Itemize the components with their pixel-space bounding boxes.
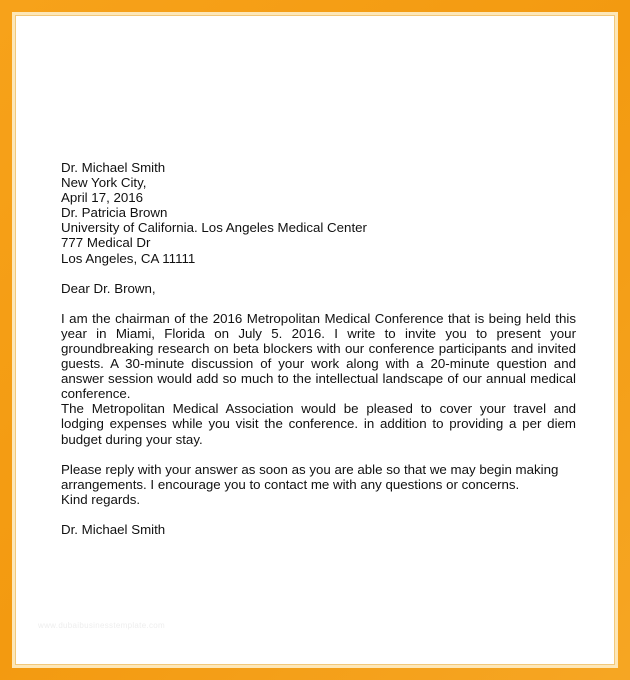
salutation: Dear Dr. Brown, xyxy=(61,280,156,296)
sender-city: New York City, xyxy=(61,175,147,191)
spacer xyxy=(61,296,576,311)
letter-date: April 17, 2016 xyxy=(61,190,144,206)
spacer xyxy=(61,447,576,462)
recipient-organization: University of California. Los Angeles Medical Center xyxy=(61,220,367,236)
recipient-name: Dr. Patricia Brown xyxy=(61,205,168,221)
letter-body xyxy=(61,160,576,537)
paragraph-expenses: The Metropolitan Medical Association would be pleased to cover your travel and lodging expenses while you visit the conference. in addition to providing a per diem budget during your stay. xyxy=(61,401,576,447)
spacer xyxy=(61,266,576,281)
paragraph-invitation: I am the chairman of the 2016 Metropolitan Medical Conference that is being held this year in Miami, Florida on July 5. 2016. I write to invite you to present your groundbreaking research on beta blockers with our conference participants and invited guests. A 30-minute discussion of your work along with a 20-minute question and answer session would add so much to the intellectual landscape of our annual medical conference. xyxy=(61,310,576,402)
letter-paper xyxy=(15,15,615,665)
paragraph-reply: Please reply with your answer as soon as you are able so that we may begin making arrangements. I encourage you to contact me with any questions or concerns. xyxy=(61,461,559,492)
signature: Dr. Michael Smith xyxy=(61,521,166,537)
frame-inner-border xyxy=(12,12,618,668)
spacer xyxy=(61,507,576,522)
recipient-street: 777 Medical Dr xyxy=(61,235,151,251)
watermark-text: www.dubaibusinesstemplate.com xyxy=(38,621,165,630)
recipient-city-zip: Los Angeles, CA 11111 xyxy=(61,250,196,266)
closing: Kind regards. xyxy=(61,491,141,507)
address-block xyxy=(61,160,576,266)
sender-name: Dr. Michael Smith xyxy=(61,160,166,175)
